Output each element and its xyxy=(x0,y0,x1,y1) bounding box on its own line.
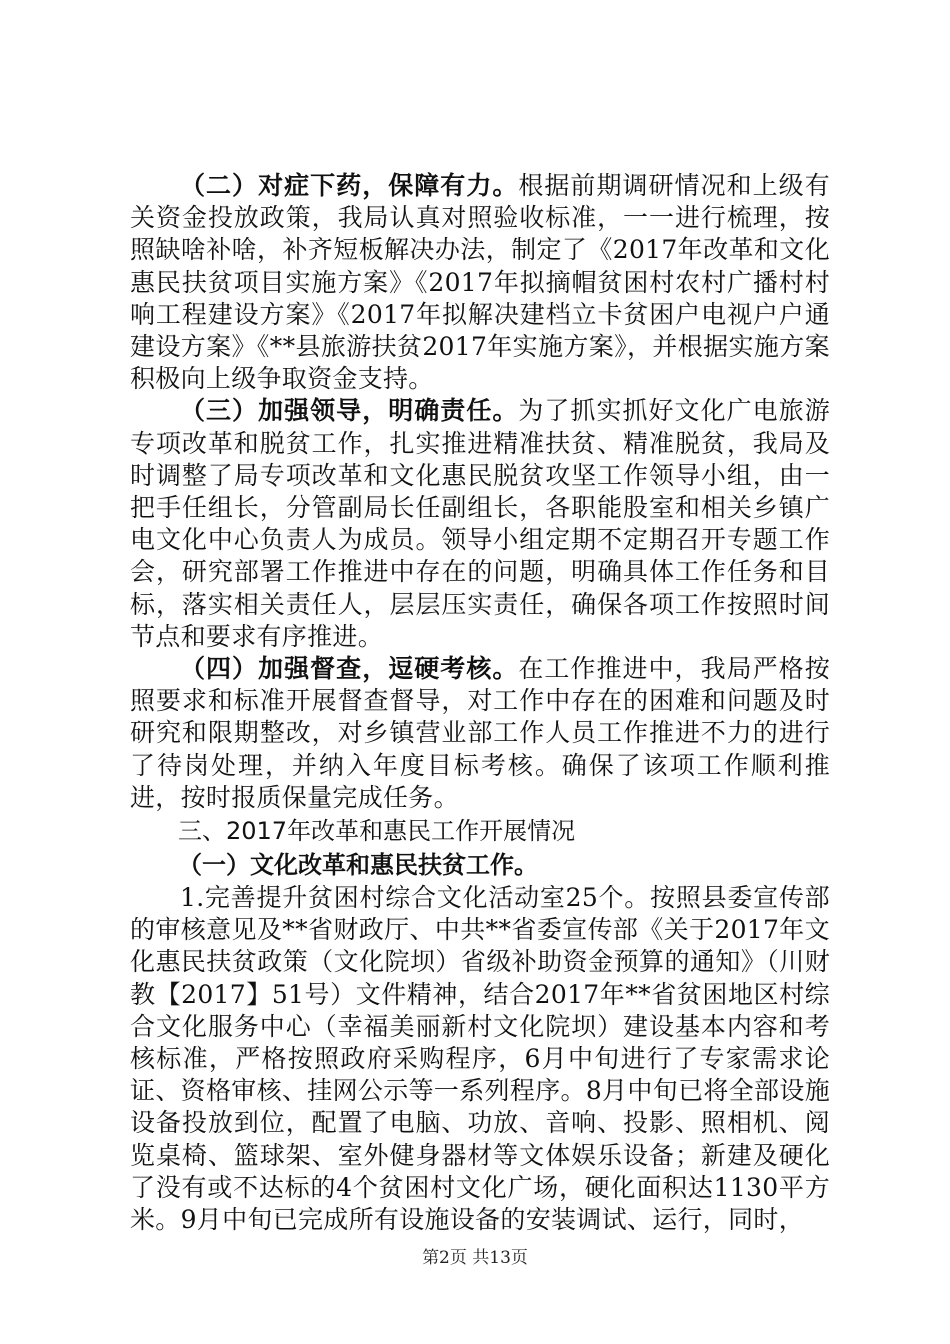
paragraph-text: 为了抓实抓好文化广电旅游专项改革和脱贫工作，扎实推进精准扶贫、精准脱贫，我局及时调整了局专项改革和文化惠民脱贫攻坚工作领导小组，由一把手任组长，分管副局长任副组长，各职能股室和相关乡镇广电文化中心负责人为成员。领导小组定期不定期召开专题工作会，研究部署工作推进中存在的问题，明确具体工作任务和目标，落实相关责任人，层层压实责任，确保各项工作按照时间节点和要求有序推进。 xyxy=(130,396,830,651)
paragraph-measures-3 xyxy=(130,395,830,653)
paragraph-text: 在工作推进中，我局严格按照要求和标准开展督查督导，对工作中存在的困难和问题及时研究和限期整改，对乡镇营业部工作人员工作推进不力的进行了待岗处理，并纳入年度目标考核。确保了该项工作顺利推进，按时报质保量完成任务。 xyxy=(130,654,830,812)
paragraph-measures-4 xyxy=(130,653,830,814)
page-footer: 第2页 共13页 xyxy=(422,1248,528,1268)
paragraph-text: 根据前期调研情况和上级有关资金投放政策，我局认真对照验收标准，一一进行梳理，按照缺啥补啥，补齐短板解决办法，制定了《2017年改革和文化惠民扶贫项目实施方案》《2017年拟摘帽贫困村农村广播村村响工程建设方案》《2017年拟解决建档立卡贫困户电视户户通建设方案》《**县旅游扶贫2017年实施方案》，并根据实施方案积极向上级争取资金支持。 xyxy=(130,171,830,394)
paragraph-item-1: 1.完善提升贫困村综合文化活动室25个。按照县委宣传部的审核意见及**省财政厅、中共**省委宣传部《关于2017年文化惠民扶贫政策（文化院坝）省级补助资金预算的通知》（川财教【2017】51号）文件精神，结合2017年**省贫困地区村综合文化服务中心（幸福美丽新村文化院坝）建设基本内容和考核标准，严格按照政府采购程序，6月中旬进行了专家需求论证、资格审核、挂网公示等一系列程序。8月中旬已将全部设施设备投放到位，配置了电脑、功放、音响、投影、照相机、阅览桌椅、篮球架、室外健身器材等文体娱乐设备；新建及硬化了没有或不达标的4个贫困村文化广场，硬化面积达1130平方米。9月中旬已完成所有设施设备的安装调试、运行，同时， xyxy=(130,883,830,1235)
paragraph-heading: （三）加强领导，明确责任。 xyxy=(180,396,519,426)
section-title: 三、2017年改革和惠民工作开展情况 xyxy=(178,817,576,846)
paragraph-heading: （四）加强督查，逗硬考核。 xyxy=(180,654,519,684)
document-body xyxy=(130,170,830,1236)
paragraph-heading: （二）对症下药，保障有力。 xyxy=(180,171,519,200)
sub-section-title: （一）文化改革和惠民扶贫工作。 xyxy=(178,851,538,880)
paragraph-measures-2 xyxy=(130,170,830,395)
